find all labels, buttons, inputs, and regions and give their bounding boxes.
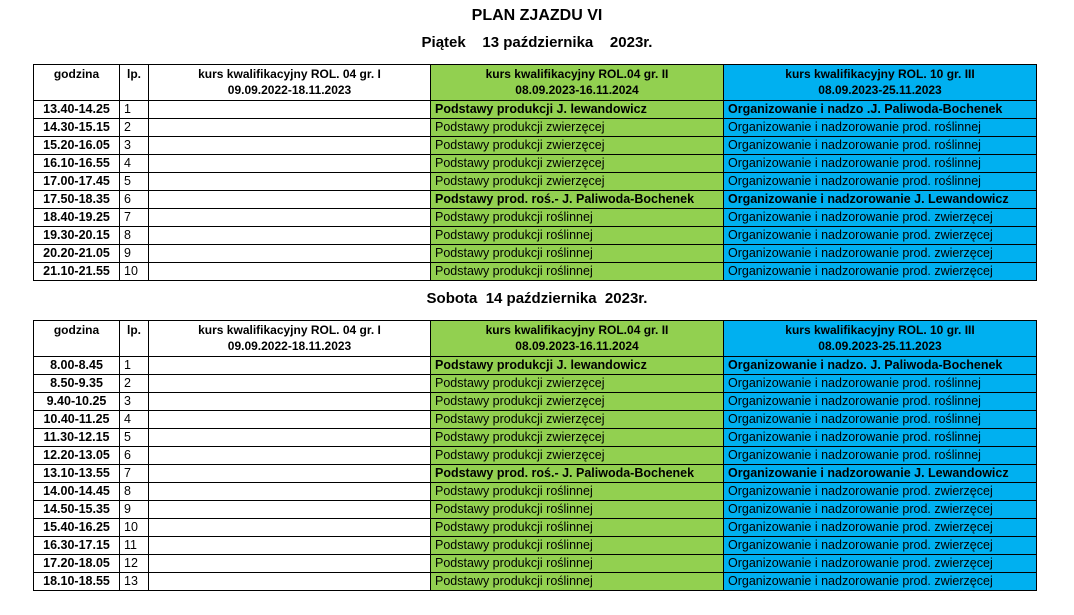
time-cell: 13.10-13.55: [34, 465, 120, 483]
header-course-a: [149, 321, 431, 357]
header-course-b-dates: 08.09.2023-16.11.2024: [515, 339, 639, 353]
course-a-cell: [149, 119, 431, 137]
time-cell: 19.30-20.15: [34, 227, 120, 245]
course-c-cell: Organizowanie i nadzo .J. Paliwoda-Bochenek: [724, 101, 1037, 119]
table-row: [34, 393, 1037, 411]
header-time: godzina: [34, 65, 120, 101]
table-row: [34, 263, 1037, 281]
course-b-cell: Podstawy produkcji zwierzęcej: [431, 155, 724, 173]
course-c-cell: Organizowanie i nadzorowanie prod. zwierzęcej: [724, 209, 1037, 227]
header-course-c-name: kurs kwalifikacyjny ROL. 10 gr. III: [785, 67, 975, 81]
table-row: [34, 483, 1037, 501]
lp-cell: 5: [120, 429, 149, 447]
course-c-cell: Organizowanie i nadzorowanie prod. roślinnej: [724, 375, 1037, 393]
course-b-cell: Podstawy produkcji roślinnej: [431, 209, 724, 227]
header-course-b: [431, 65, 724, 101]
time-cell: 16.10-16.55: [34, 155, 120, 173]
course-b-cell: Podstawy produkcji roślinnej: [431, 573, 724, 591]
header-course-b-name: kurs kwalifikacyjny ROL.04 gr. II: [485, 323, 669, 337]
course-b-cell: Podstawy produkcji roślinnej: [431, 519, 724, 537]
course-b-cell: Podstawy produkcji zwierzęcej: [431, 393, 724, 411]
table-row: [34, 357, 1037, 375]
time-cell: 14.30-15.15: [34, 119, 120, 137]
lp-cell: 10: [120, 519, 149, 537]
lp-cell: 3: [120, 393, 149, 411]
lp-cell: 9: [120, 245, 149, 263]
course-b-cell: Podstawy produkcji roślinnej: [431, 227, 724, 245]
header-lp: lp.: [120, 321, 149, 357]
time-cell: 17.20-18.05: [34, 555, 120, 573]
table-row: [34, 227, 1037, 245]
course-c-cell: Organizowanie i nadzorowanie prod. zwierzęcej: [724, 263, 1037, 281]
table-row: [34, 519, 1037, 537]
course-c-cell: Organizowanie i nadzorowanie prod. zwierzęcej: [724, 555, 1037, 573]
friday-rows: [34, 101, 1037, 281]
lp-cell: 13: [120, 573, 149, 591]
course-c-cell: Organizowanie i nadzorowanie prod. roślinnej: [724, 137, 1037, 155]
header-time: godzina: [34, 321, 120, 357]
time-cell: 20.20-21.05: [34, 245, 120, 263]
course-a-cell: [149, 173, 431, 191]
page-title: PLAN ZJAZDU VI: [471, 7, 603, 24]
saturday-heading: Sobota 14 października 2023r.: [426, 290, 648, 307]
course-a-cell: [149, 555, 431, 573]
header-course-b: [431, 321, 724, 357]
table-row: [34, 137, 1037, 155]
table-row: [34, 209, 1037, 227]
table-header-row: [34, 321, 1037, 357]
friday-heading: Piątek 13 października 2023r.: [421, 34, 653, 51]
time-cell: 17.50-18.35: [34, 191, 120, 209]
lp-cell: 9: [120, 501, 149, 519]
time-cell: 15.40-16.25: [34, 519, 120, 537]
lp-cell: 1: [120, 101, 149, 119]
table-row: [34, 555, 1037, 573]
lp-cell: 5: [120, 173, 149, 191]
table-row: [34, 411, 1037, 429]
lp-cell: 3: [120, 137, 149, 155]
course-b-cell: Podstawy produkcji J. lewandowicz: [431, 357, 724, 375]
course-c-cell: Organizowanie i nadzorowanie prod. roślinnej: [724, 155, 1037, 173]
time-cell: 14.50-15.35: [34, 501, 120, 519]
course-c-cell: Organizowanie i nadzorowanie prod. roślinnej: [724, 119, 1037, 137]
header-lp: lp.: [120, 65, 149, 101]
table-row: [34, 375, 1037, 393]
course-b-cell: Podstawy produkcji zwierzęcej: [431, 173, 724, 191]
course-a-cell: [149, 227, 431, 245]
lp-cell: 4: [120, 411, 149, 429]
lp-cell: 2: [120, 375, 149, 393]
course-b-cell: Podstawy produkcji roślinnej: [431, 501, 724, 519]
course-b-cell: Podstawy produkcji roślinnej: [431, 263, 724, 281]
time-cell: 21.10-21.55: [34, 263, 120, 281]
course-c-cell: Organizowanie i nadzorowanie prod. zwierzęcej: [724, 573, 1037, 591]
time-cell: 16.30-17.15: [34, 537, 120, 555]
course-a-cell: [149, 519, 431, 537]
course-b-cell: Podstawy prod. roś.- J. Paliwoda-Bochenek: [431, 191, 724, 209]
time-cell: 13.40-14.25: [34, 101, 120, 119]
course-b-cell: Podstawy prod. roś.- J. Paliwoda-Bochenek: [431, 465, 724, 483]
header-course-c-name: kurs kwalifikacyjny ROL. 10 gr. III: [785, 323, 975, 337]
table-row: [34, 191, 1037, 209]
table-row: [34, 119, 1037, 137]
table-header-row: [34, 65, 1037, 101]
course-c-cell: Organizowanie i nadzorowanie prod. roślinnej: [724, 173, 1037, 191]
course-a-cell: [149, 483, 431, 501]
course-a-cell: [149, 155, 431, 173]
time-cell: 18.10-18.55: [34, 573, 120, 591]
course-a-cell: [149, 263, 431, 281]
table-row: [34, 173, 1037, 191]
course-b-cell: Podstawy produkcji zwierzęcej: [431, 375, 724, 393]
table-row: [34, 501, 1037, 519]
table-row: [34, 447, 1037, 465]
course-c-cell: Organizowanie i nadzorowanie prod. zwierzęcej: [724, 245, 1037, 263]
saturday-schedule-table: [33, 320, 1037, 591]
header-course-a-dates: 09.09.2022-18.11.2023: [227, 83, 352, 97]
lp-cell: 11: [120, 537, 149, 555]
time-cell: 15.20-16.05: [34, 137, 120, 155]
lp-cell: 6: [120, 447, 149, 465]
course-a-cell: [149, 465, 431, 483]
time-cell: 8.00-8.45: [34, 357, 120, 375]
time-cell: 11.30-12.15: [34, 429, 120, 447]
lp-cell: 1: [120, 357, 149, 375]
course-a-cell: [149, 411, 431, 429]
course-c-cell: Organizowanie i nadzorowanie J. Lewandowicz: [724, 191, 1037, 209]
course-c-cell: Organizowanie i nadzorowanie prod. roślinnej: [724, 411, 1037, 429]
course-b-cell: Podstawy produkcji roślinnej: [431, 537, 724, 555]
course-a-cell: [149, 393, 431, 411]
header-course-c: [724, 321, 1037, 357]
header-course-b-name: kurs kwalifikacyjny ROL.04 gr. II: [485, 67, 669, 81]
lp-cell: 7: [120, 465, 149, 483]
course-b-cell: Podstawy produkcji zwierzęcej: [431, 137, 724, 155]
course-a-cell: [149, 375, 431, 393]
table-row: [34, 155, 1037, 173]
course-a-cell: [149, 573, 431, 591]
header-course-c-dates: 08.09.2023-25.11.2023: [818, 339, 942, 353]
course-c-cell: Organizowanie i nadzorowanie prod. zwierzęcej: [724, 537, 1037, 555]
course-c-cell: Organizowanie i nadzorowanie J. Lewandowicz: [724, 465, 1037, 483]
course-b-cell: Podstawy produkcji zwierzęcej: [431, 447, 724, 465]
lp-cell: 4: [120, 155, 149, 173]
header-course-c-dates: 08.09.2023-25.11.2023: [818, 83, 942, 97]
time-cell: 18.40-19.25: [34, 209, 120, 227]
lp-cell: 7: [120, 209, 149, 227]
course-a-cell: [149, 101, 431, 119]
friday-schedule-table: [33, 64, 1037, 281]
course-a-cell: [149, 245, 431, 263]
time-cell: 17.00-17.45: [34, 173, 120, 191]
time-cell: 12.20-13.05: [34, 447, 120, 465]
course-a-cell: [149, 447, 431, 465]
table-row: [34, 537, 1037, 555]
table-row: [34, 245, 1037, 263]
table-row: [34, 465, 1037, 483]
course-c-cell: Organizowanie i nadzo. J. Paliwoda-Bochenek: [724, 357, 1037, 375]
lp-cell: 6: [120, 191, 149, 209]
header-course-a-name: kurs kwalifikacyjny ROL. 04 gr. I: [198, 323, 381, 337]
course-a-cell: [149, 191, 431, 209]
course-c-cell: Organizowanie i nadzorowanie prod. zwierzęcej: [724, 483, 1037, 501]
course-b-cell: Podstawy produkcji roślinnej: [431, 245, 724, 263]
table-row: [34, 429, 1037, 447]
time-cell: 10.40-11.25: [34, 411, 120, 429]
course-b-cell: Podstawy produkcji zwierzęcej: [431, 429, 724, 447]
course-b-cell: Podstawy produkcji roślinnej: [431, 483, 724, 501]
course-b-cell: Podstawy produkcji J. lewandowicz: [431, 101, 724, 119]
course-a-cell: [149, 429, 431, 447]
lp-cell: 12: [120, 555, 149, 573]
course-c-cell: Organizowanie i nadzorowanie prod. roślinnej: [724, 447, 1037, 465]
lp-cell: 8: [120, 227, 149, 245]
course-b-cell: Podstawy produkcji zwierzęcej: [431, 119, 724, 137]
header-course-c: [724, 65, 1037, 101]
course-b-cell: Podstawy produkcji roślinnej: [431, 555, 724, 573]
course-c-cell: Organizowanie i nadzorowanie prod. roślinnej: [724, 429, 1037, 447]
time-cell: 14.00-14.45: [34, 483, 120, 501]
course-c-cell: Organizowanie i nadzorowanie prod. zwierzęcej: [724, 519, 1037, 537]
header-course-b-dates: 08.09.2023-16.11.2024: [515, 83, 639, 97]
table-row: [34, 101, 1037, 119]
course-a-cell: [149, 501, 431, 519]
course-a-cell: [149, 209, 431, 227]
saturday-rows: [34, 357, 1037, 591]
course-a-cell: [149, 537, 431, 555]
time-cell: 9.40-10.25: [34, 393, 120, 411]
header-course-a-name: kurs kwalifikacyjny ROL. 04 gr. I: [198, 67, 381, 81]
course-c-cell: Organizowanie i nadzorowanie prod. roślinnej: [724, 393, 1037, 411]
time-cell: 8.50-9.35: [34, 375, 120, 393]
course-c-cell: Organizowanie i nadzorowanie prod. zwierzęcej: [724, 227, 1037, 245]
lp-cell: 8: [120, 483, 149, 501]
table-row: [34, 573, 1037, 591]
course-a-cell: [149, 137, 431, 155]
lp-cell: 10: [120, 263, 149, 281]
lp-cell: 2: [120, 119, 149, 137]
course-c-cell: Organizowanie i nadzorowanie prod. zwierzęcej: [724, 501, 1037, 519]
header-course-a-dates: 09.09.2022-18.11.2023: [227, 339, 352, 353]
header-course-a: [149, 65, 431, 101]
course-b-cell: Podstawy produkcji zwierzęcej: [431, 411, 724, 429]
course-a-cell: [149, 357, 431, 375]
